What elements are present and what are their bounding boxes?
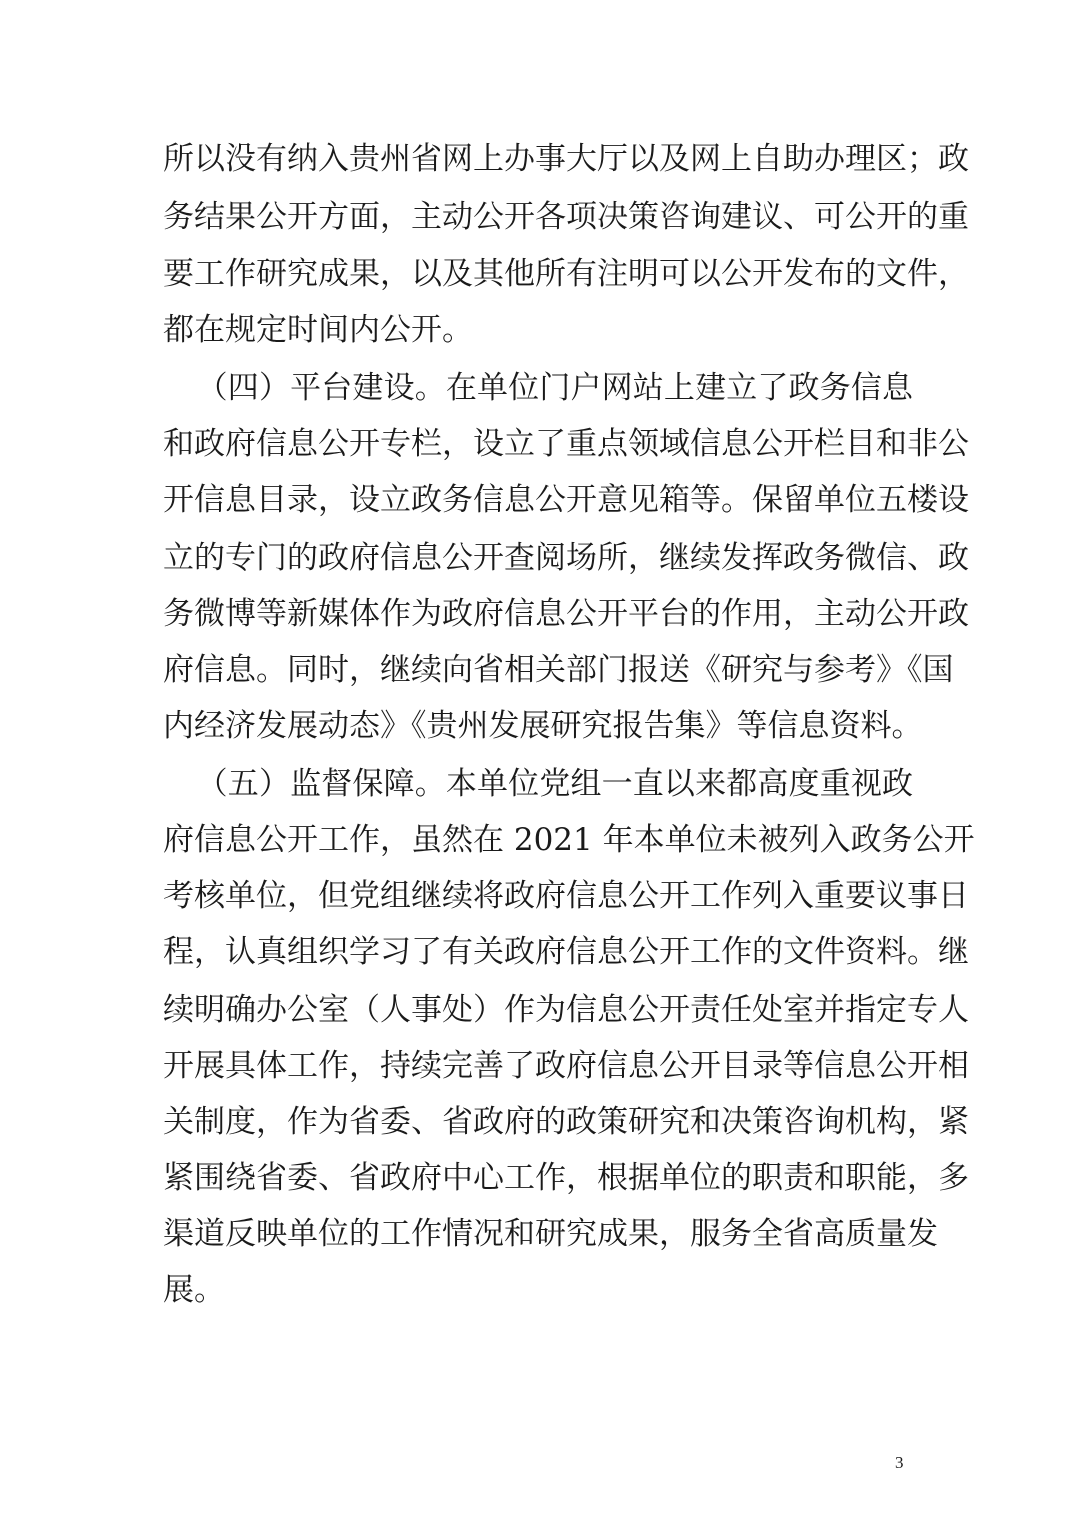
- text-line: 所以没有纳入贵州省网上办事大厅以及网上自助办理区；政: [163, 141, 969, 177]
- text-line: 考核单位，但党组继续将政府信息公开工作列入重要议事日: [163, 878, 969, 914]
- section-heading-line: （五）监督保障。本单位党组一直以来都高度重视政: [181, 766, 913, 802]
- text-line: 展。: [163, 1272, 225, 1308]
- text-line: 府信息公开工作，虽然在 2021 年本单位未被列入政务公开: [163, 822, 975, 858]
- text-line: 关制度，作为省委、省政府的政策研究和决策咨询机构，紧: [163, 1104, 969, 1140]
- text-line: 和政府信息公开专栏，设立了重点领域信息公开栏目和非公: [163, 426, 969, 462]
- text-line: 程，认真组织学习了有关政府信息公开工作的文件资料。继: [163, 934, 969, 970]
- text-line: 都在规定时间内公开。: [163, 312, 473, 348]
- text-line: 府信息。同时，继续向省相关部门报送《研究与参考》《国: [163, 652, 954, 688]
- text-line: 开展具体工作，持续完善了政府信息公开目录等信息公开相: [163, 1048, 969, 1084]
- page-number: 3: [895, 1453, 904, 1472]
- text-line: 续明确办公室（人事处）作为信息公开责任处室并指定专人: [163, 992, 969, 1028]
- text-line: 紧围绕省委、省政府中心工作，根据单位的职责和职能，多: [163, 1160, 969, 1196]
- text-line: 渠道反映单位的工作情况和研究成果，服务全省高质量发: [163, 1216, 938, 1252]
- text-line: 要工作研究成果，以及其他所有注明可以公开发布的文件，: [163, 256, 969, 292]
- text-line: 立的专门的政府信息公开查阅场所，继续发挥政务微信、政: [163, 540, 969, 576]
- text-line: 开信息目录，设立政务信息公开意见箱等。保留单位五楼设: [163, 482, 969, 518]
- text-line: 务结果公开方面，主动公开各项决策咨询建议、可公开的重: [163, 199, 969, 235]
- text-line: 内经济发展动态》《贵州发展研究报告集》等信息资料。: [163, 708, 923, 744]
- section-heading-line: （四）平台建设。在单位门户网站上建立了政务信息: [181, 370, 913, 406]
- text-line: 务微博等新媒体作为政府信息公开平台的作用，主动公开政: [163, 596, 969, 632]
